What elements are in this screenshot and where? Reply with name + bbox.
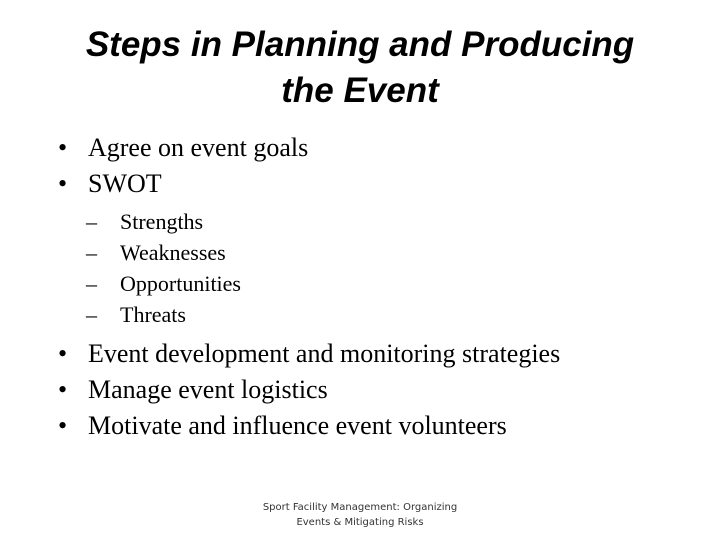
slide-footer — [250, 500, 470, 530]
slide-title — [0, 22, 720, 114]
bullet-icon: • — [58, 339, 68, 368]
bullet-list — [58, 130, 698, 444]
swot-sub-list — [58, 206, 698, 330]
sub-bullet-text: Strengths — [120, 209, 204, 234]
slide-title-line: the Event — [281, 71, 439, 110]
bullet-text: Agree on event goals — [88, 133, 309, 162]
dash-icon: – — [86, 271, 97, 296]
bullet-text: Manage event logistics — [88, 375, 328, 404]
bullet-icon: • — [58, 375, 68, 404]
bullet-item — [58, 336, 698, 372]
sub-bullet-text: Weaknesses — [120, 240, 226, 265]
footer-line: Events & Mitigating Risks — [296, 517, 424, 528]
bullet-icon: • — [58, 169, 68, 198]
bullet-item — [58, 372, 698, 408]
footer-line: Sport Facility Management: Organizing — [262, 502, 458, 513]
bullet-text: Event development and monitoring strategies — [88, 339, 561, 368]
sub-bullet-item — [58, 206, 698, 237]
bullet-item — [58, 166, 698, 202]
dash-icon: – — [86, 209, 97, 234]
sub-bullet-item — [58, 268, 698, 299]
slide-title-line: Steps in Planning and Producing — [85, 25, 635, 64]
sub-bullet-text: Threats — [120, 302, 186, 327]
sub-bullet-item — [58, 299, 698, 330]
sub-bullet-text: Opportunities — [120, 271, 241, 296]
sub-bullet-item — [58, 237, 698, 268]
bullet-text: Motivate and influence event volunteers — [88, 411, 507, 440]
bullet-item — [58, 130, 698, 166]
bullet-text: SWOT — [88, 169, 162, 198]
bullet-icon: • — [58, 411, 68, 440]
dash-icon: – — [86, 240, 97, 265]
bullet-item — [58, 408, 698, 444]
bullet-icon: • — [58, 133, 68, 162]
dash-icon: – — [86, 302, 97, 327]
